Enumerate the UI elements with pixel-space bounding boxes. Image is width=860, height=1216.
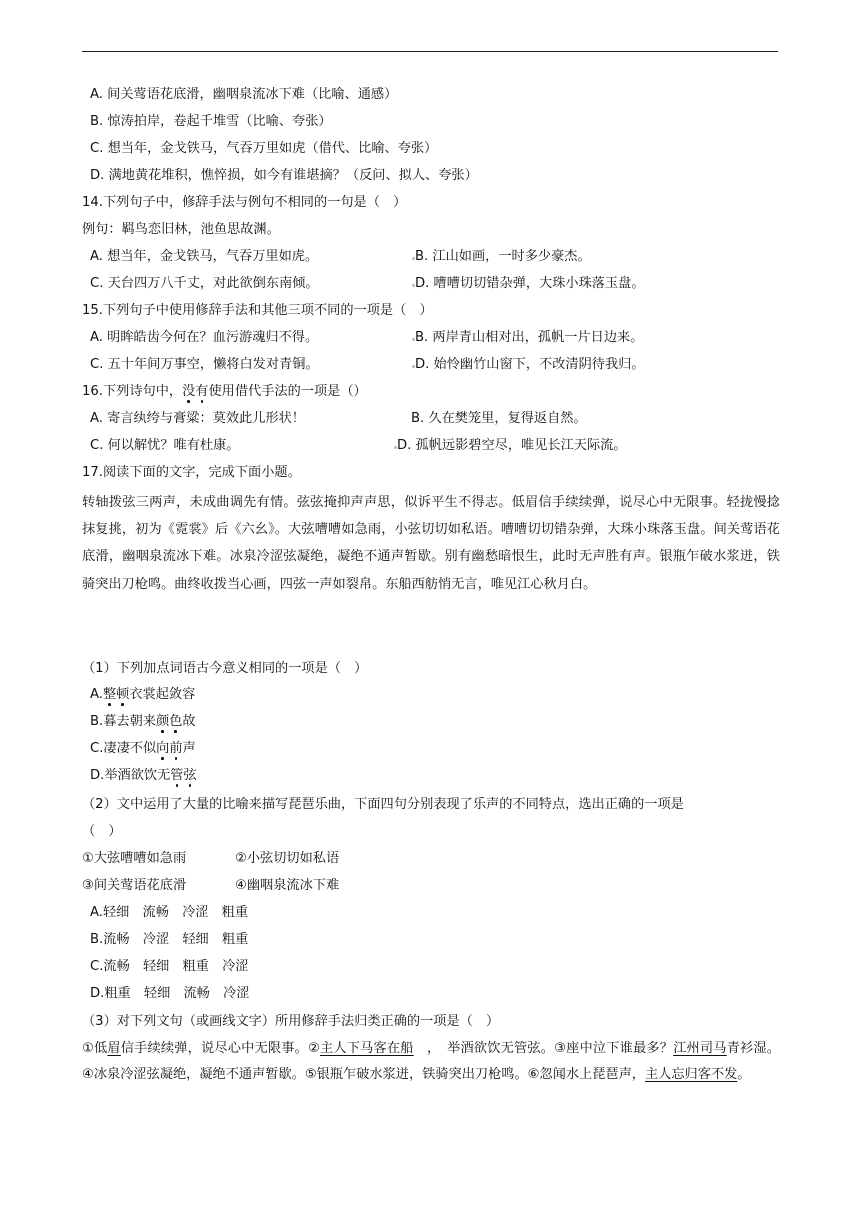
sentence-text: 青衫湿。④冰泉冷涩弦凝绝，凝绝不通声暂歇。⑤银瓶乍破水浆迸，铁骑突出刀枪鸣。⑥忽闻	[82, 1041, 780, 1082]
q14-option-d: D. 嘈嘈切切错杂弹，大珠小珠落玉盘。	[415, 276, 645, 291]
emphasis-char: 管	[170, 768, 184, 783]
q17-passage	[82, 489, 780, 598]
sentence-text: 水上琵琶声，	[565, 1067, 645, 1082]
q16-stem	[82, 382, 782, 402]
underlined-text: 江州司马	[673, 1041, 727, 1056]
q17-sub3-stem: （3）对下列文句（或画线文字）所用修辞手法归类正确的一项是（ ）	[82, 1014, 500, 1029]
option-post: 故	[182, 714, 196, 729]
sentence-text: ， 举酒欲饮无管弦。③座中泣下谁最多？	[413, 1041, 674, 1056]
q16-emphasis-2: 有	[195, 384, 209, 399]
q13-option-d: D. 满地黄花堆积，憔悴损，如今有谁堪摘？（反问、拟人、夸张）	[90, 168, 478, 183]
q17-sub2-option-d: D.粗重 轻细 流畅 冷涩	[90, 986, 250, 1001]
q14-option-a: A. 想当年，金戈铁马，气吞万里如虎。	[90, 249, 319, 264]
q17-sub1-option-b	[90, 712, 790, 732]
q13-option-c: C. 想当年，金戈铁马，气吞万里如虎（借代、比喻、夸张）	[90, 141, 438, 156]
q16-option-d: D. 孤帆远影碧空尽，唯见长江天际流。	[397, 438, 627, 453]
q15-option-a: A. 明眸皓齿今何在？血污游魂归不得。	[90, 330, 319, 345]
emphasis-char: 颜	[156, 714, 170, 729]
q17-sub2-option-b: B.流畅 冷涩 轻细 粗重	[90, 932, 249, 947]
q16-option-b: B. 久在樊笼里，复得返自然。	[411, 411, 587, 426]
emphasis-char: 色	[169, 714, 183, 729]
q17-passage-text: 转轴拨弦三两声，未成曲调先有情。弦弦掩抑声声思，似诉平生不得志。低眉信手续续弹，说尽心中无限事。轻拢慢捻抹复挑，初为《霓裳》后《六幺》。大弦嘈嘈如急雨，小弦切切如私语。嘈嘈切切错杂弹，大珠小珠落玉盘。间关莺语花底滑，幽咽泉流冰下难。冰泉冷涩弦凝绝，凝绝不通声暂歇。别有幽愁暗恨生，此时无声胜有声。银瓶乍破水浆迸，铁骑突出刀枪鸣。曲终收拨当心画，四弦一声如裂帛。东船西舫悄无言，唯见江心秋月白。	[82, 495, 780, 592]
emphasis-char: 向	[156, 741, 170, 756]
underlined-text: 主人下马客在船	[320, 1041, 414, 1056]
option-post: 衣裳起敛容	[129, 687, 196, 702]
q13-option-a: A. 间关莺语花底滑，幽咽泉流冰下难（比喻、通感）	[90, 87, 398, 102]
option-pre: B.暮去朝来	[90, 714, 156, 729]
q17-sub1-option-a	[90, 685, 790, 705]
option-pre: C.凄凄不似	[90, 741, 157, 756]
q17-sub2-option-a: A.轻细 流畅 冷涩 粗重	[90, 905, 249, 920]
q15-option-d: D. 始怜幽竹山窗下，不改清阴待我归。	[415, 357, 645, 372]
q15-option-c: C. 五十年间万事空，懒将白发对青铜。	[90, 357, 319, 372]
q16-emphasis-1: 没	[182, 384, 196, 399]
option-post: 声	[182, 741, 196, 756]
q17-sub1-option-d	[90, 766, 790, 786]
emphasis-char: 前	[169, 741, 183, 756]
q14-example: 例句：羁鸟恋旧林，池鱼思故渊。	[82, 222, 280, 237]
q16-option-c: C. 何以解忧？唯有杜康。	[90, 438, 240, 453]
sentence-text: 。	[737, 1067, 751, 1082]
underlined-text: 主人忘归客不发	[644, 1067, 738, 1082]
option-pre: A.	[90, 687, 103, 702]
emphasis-char: 顿	[116, 687, 130, 702]
q17-sub1-stem: （1）下列加点词语古今意义相同的一项是（ ）	[82, 661, 368, 676]
q15-stem: 15.下列句子中使用修辞手法和其他三项不同的一项是（ ）	[82, 303, 433, 318]
emphasis-char: 弦	[183, 768, 197, 783]
q17-sub1-option-c	[90, 739, 790, 759]
q14-stem: 14.下列句子中，修辞手法与例句不相同的一句是（ ）	[82, 195, 407, 210]
sentence-text: 信手续续弹，说尽心中无限事。②	[120, 1041, 321, 1056]
sentence-text: ①低	[82, 1041, 108, 1056]
q17-sub2-item-2: ②小弦切切如私语	[235, 851, 340, 866]
q17-sub2-paren: （ ）	[82, 824, 122, 839]
q13-option-b: B. 惊涛拍岸，卷起千堆雪（比喻、夸张）	[90, 114, 332, 129]
q17-sub2-stem: （2）文中运用了大量的比喻来描写琵琶乐曲，下面四句分别表现了乐声的不同特点，选出正确的一项是	[82, 797, 684, 812]
q16-option-a: A. 寄言纨绔与膏粱：莫效此儿形状！	[90, 411, 305, 426]
q17-stem: 17.阅读下面的文字，完成下面小题。	[82, 465, 301, 480]
q17-sub2-item-4: ④幽咽泉流冰下难	[235, 878, 340, 893]
q17-sub2-item-1: ①大弦嘈嘈如急雨	[82, 851, 187, 866]
option-pre: D.举酒欲饮无	[90, 768, 171, 783]
underlined-text: 眉	[107, 1041, 121, 1056]
q14-option-c: C. 天台四万八千丈，对此欲倒东南倾。	[90, 276, 319, 291]
q15-option-b: B. 两岸青山相对出，孤帆一片日边来。	[415, 330, 644, 345]
q16-stem-post: 使用借代手法的一项是（）	[208, 384, 367, 399]
q17-sub2-option-c: C.流畅 轻细 粗重 冷涩	[90, 959, 249, 974]
q14-option-b: B. 江山如画，一时多少豪杰。	[415, 249, 591, 264]
q17-sub2-item-3: ③间关莺语花底滑	[82, 878, 187, 893]
emphasis-char: 整	[102, 687, 117, 702]
header-rule	[82, 51, 778, 52]
q17-sub3-sentences	[82, 1036, 780, 1088]
q16-stem-pre: 16.下列诗句中，	[82, 384, 183, 399]
